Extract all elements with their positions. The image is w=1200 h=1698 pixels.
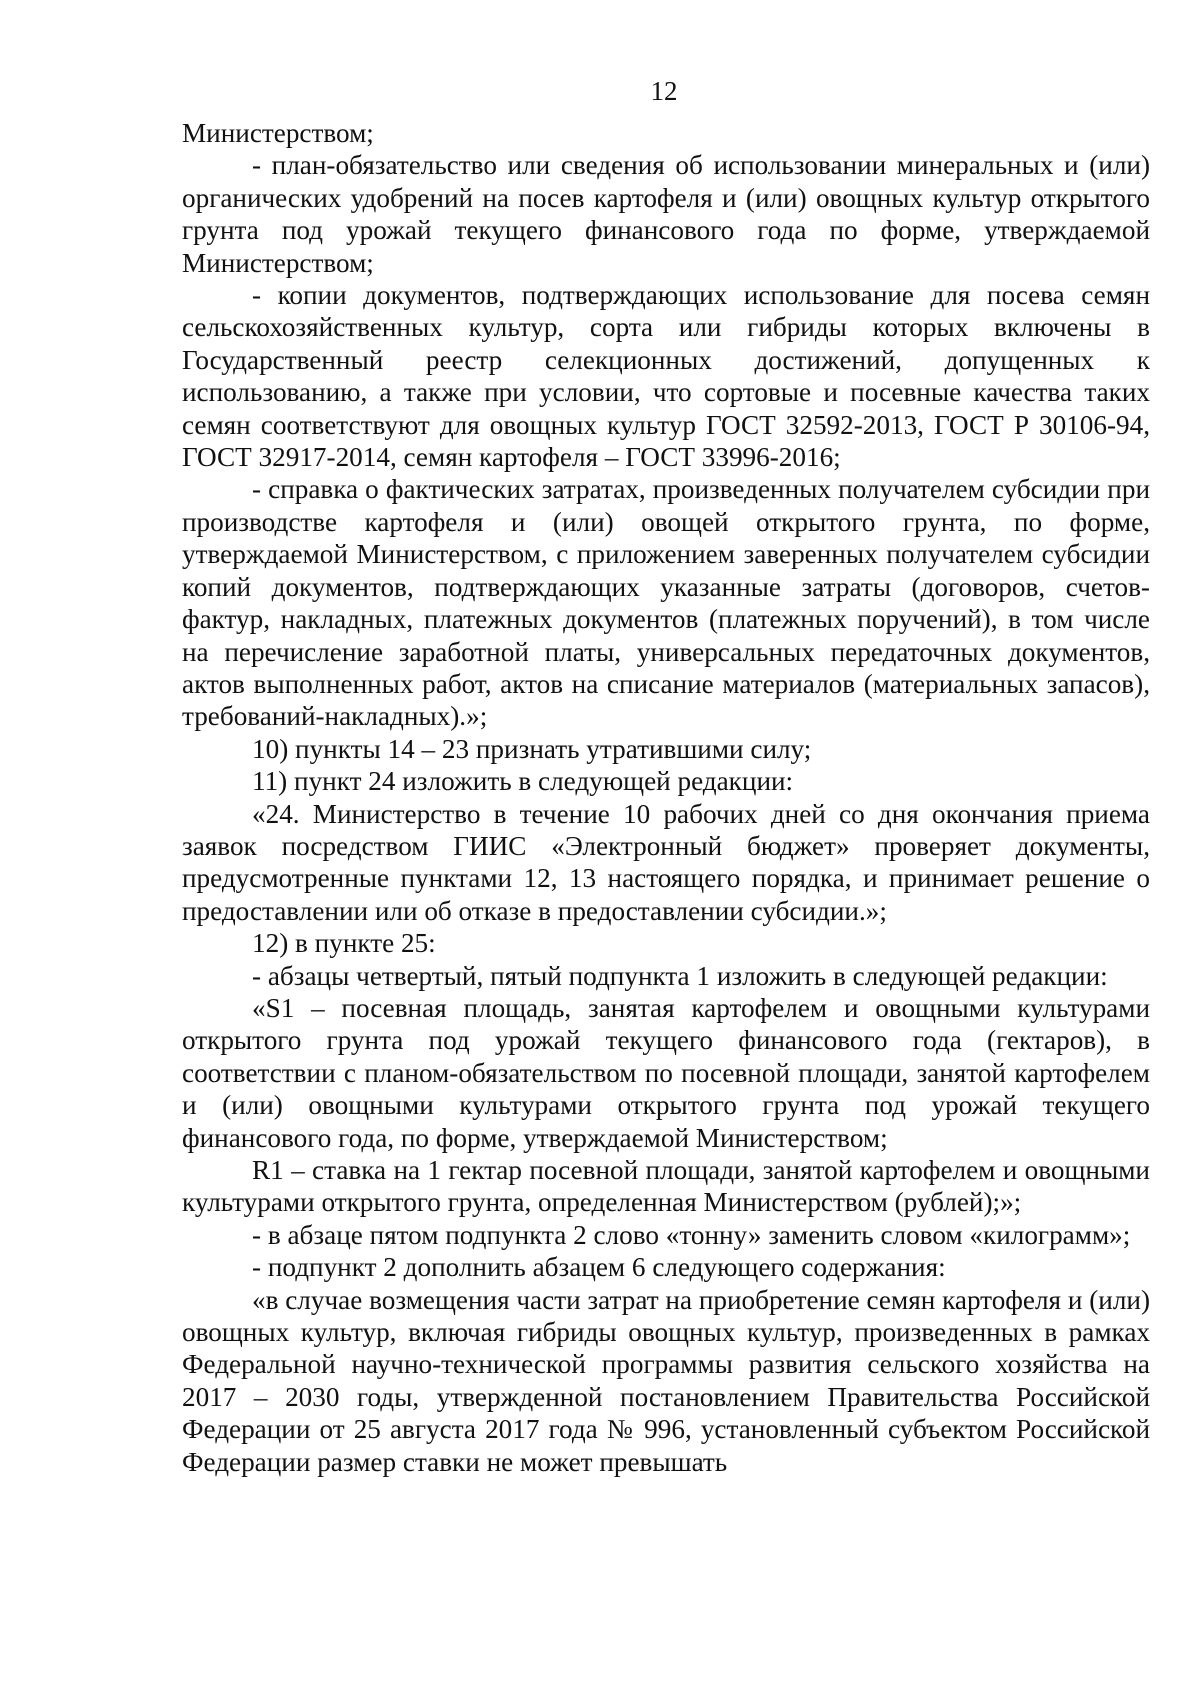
paragraph-3: - копии документов, подтверждающих использование для посева семян сельскохозяйственных культур, сорта или гибриды которых включены в Государственный реестр селекционных достижений, допущенных к использованию, а также при условии, что сортовые и посевные качества таких семян соответствуют для овощных культур ГОСТ 32592-2013, ГОСТ Р 30106-94, ГОСТ 32917-2014, семян картофеля – ГОСТ 33996-2016;	[182, 280, 1150, 473]
paragraph-7: «24. Министерство в течение 10 рабочих дней со дня окончания приема заявок посредством ГИИС «Электронный бюджет» проверяет документы, предусмотренные пунктами 12, 13 настоящего порядка, и принимает решение о предоставлении или об отказе в предоставлении субсидии.»;	[182, 798, 1150, 926]
paragraph-8: 12) в пункте 25:	[252, 928, 436, 959]
paragraph-14: «в случае возмещения части затрат на приобретение семян картофеля и (или) овощных культур, включая гибриды овощных культур, произведенных в рамках Федеральной научно-технической программы развития сельского хозяйства на 2017 – 2030 годы, утвержденной постановлением Правительства Российской Федерации от 25 августа 2017 года № 996, установленный субъектом Российской Федерации размер ставки не может превышать	[182, 1284, 1150, 1477]
paragraph-11: R1 – ставка на 1 гектар посевной площади, занятой картофелем и овощными культурами открытого грунта, определенная Министерством (рублей);»;	[182, 1155, 1150, 1218]
paragraph-5: 10) пункты 14 – 23 признать утратившими силу;	[252, 733, 812, 764]
paragraph-1: Министерством;	[182, 118, 374, 148]
document-body	[182, 117, 1150, 1478]
page-number: 12	[650, 76, 678, 106]
paragraph-4: - справка о фактических затратах, произведенных получателем субсидии при производстве картофеля и (или) овощей открытого грунта, по форме, утверждаемой Министерством, с приложением заверенных получателем субсидии копий документов, подтверждающих указанные затраты (договоров, счетов-фактур, накладных, платежных документов (платежных поручений), в том числе на перечисление заработной платы, универсальных передаточных документов, актов выполненных работ, актов на списание материалов (материальных запасов), требований-накладных).»;	[182, 474, 1150, 732]
paragraph-13: - подпункт 2 дополнить абзацем 6 следующего содержания:	[252, 1252, 946, 1283]
paragraph-6: 11) пункт 24 изложить в следующей редакции:	[252, 766, 794, 797]
paragraph-2: - план-обязательство или сведения об использовании минеральных и (или) органических удобрений на посев картофеля и (или) овощных культур открытого грунта под урожай текущего финансового года по форме, утверждаемой Министерством;	[182, 150, 1150, 278]
paragraph-12: - в абзаце пятом подпункта 2 слово «тонну» заменить словом «килограмм»;	[252, 1219, 1131, 1250]
paragraph-9: - абзацы четвертый, пятый подпункта 1 изложить в следующей редакции:	[252, 960, 1108, 991]
paragraph-10: «S1 – посевная площадь, занятая картофелем и овощными культурами открытого грунта под урожай текущего финансового года (гектаров), в соответствии с планом-обязательством по посевной площади, занятой картофелем и (или) овощными культурами открытого грунта под урожай текущего финансового года, по форме, утверждаемой Министерством;	[182, 992, 1150, 1153]
